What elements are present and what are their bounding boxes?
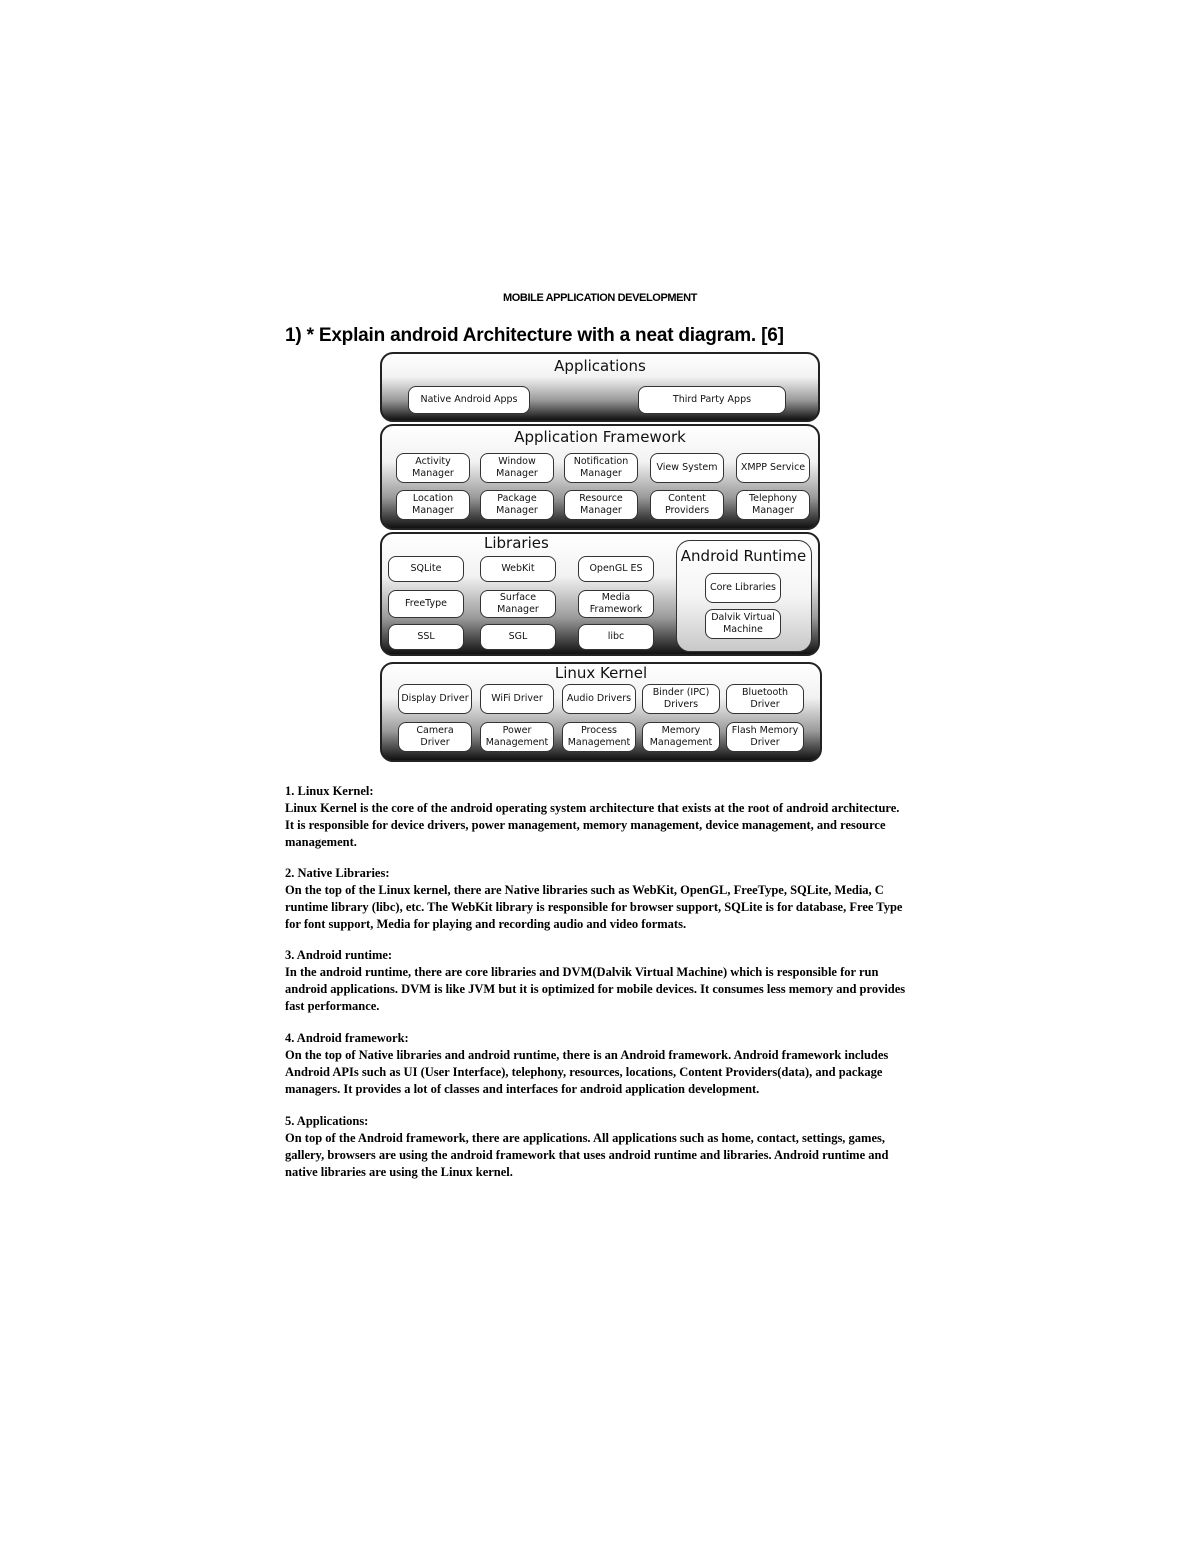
section-body-linux-kernel: Linux Kernel is the core of the android operating system architecture that exists at the root of android architecture. It is responsible for device drivers, power management, memory management, device management, and resource management. [285,801,900,849]
package-manager-box: Package Manager [480,490,554,520]
audio-drivers-box: Audio Drivers [562,684,636,714]
third-party-apps-box: Third Party Apps [638,386,786,414]
telephony-manager-box: Telephony Manager [736,490,810,520]
section-title-linux-kernel: 1. Linux Kernel: [285,784,374,798]
notification-manager-box: Notification Manager [564,453,638,483]
section-title-android-runtime: 3. Android runtime: [285,948,393,962]
view-system-box: View System [650,453,724,483]
memory-management-box: Memory Management [642,722,720,752]
question-heading: 1) * Explain android Architecture with a neat diagram. [6] [285,325,784,346]
activity-manager-box: Activity Manager [396,453,470,483]
linux-kernel-layer [380,662,822,762]
android-runtime-title: Android Runtime [680,547,807,565]
surface-manager-box: Surface Manager [480,590,556,618]
bluetooth-driver-box: Bluetooth Driver [726,684,804,714]
binder-ipc-drivers-box: Binder (IPC) Drivers [642,684,720,714]
power-management-box: Power Management [480,722,554,752]
dalvik-vm-box: Dalvik Virtual Machine [705,609,781,639]
resource-manager-box: Resource Manager [564,490,638,520]
applications-layer [380,352,820,422]
sgl-box: SGL [480,624,556,650]
section-title-native-libraries: 2. Native Libraries: [285,866,390,880]
opengl-es-box: OpenGL ES [578,556,654,582]
sqlite-box: SQLite [388,556,464,582]
display-driver-box: Display Driver [398,684,472,714]
native-android-apps-box: Native Android Apps [408,386,530,414]
freetype-box: FreeType [388,590,464,618]
wifi-driver-box: WiFi Driver [480,684,554,714]
window-manager-box: Window Manager [480,453,554,483]
process-management-box: Process Management [562,722,636,752]
libc-box: libc [578,624,654,650]
linux-kernel-title: Linux Kernel [554,664,648,682]
applications-title: Applications [554,357,646,375]
core-libraries-box: Core Libraries [705,573,781,603]
xmpp-service-box: XMPP Service [736,453,810,483]
libraries-layer [380,532,820,656]
section-body-applications: On top of the Android framework, there are applications. All applications such as home, contact, settings, games, gallery, browsers are using the android framework that uses android runtime and libraries. Android runtime and native libraries are using the Linux kernel. [285,1131,889,1179]
android-runtime-panel [676,540,812,652]
application-framework-layer [380,424,820,530]
section-body-android-runtime: In the android runtime, there are core libraries and DVM(Dalvik Virtual Machine) which is responsible for run android applications. DVM is like JVM but it is optimized for mobile devices. It consumes less memory and provides fast performance. [285,965,906,1013]
flash-memory-driver-box: Flash Memory Driver [726,722,804,752]
webkit-box: WebKit [480,556,556,582]
section-body-android-framework: On the top of Native libraries and android runtime, there is an Android framework. Android framework includes Android APIs such as UI (User Interface), telephony, resources, locations, Content Providers(data), and package managers. It provides a lot of classes and interfaces for android application development. [285,1048,889,1096]
page-header: MOBILE APPLICATION DEVELOPMENT [503,292,697,304]
content-providers-box: Content Providers [650,490,724,520]
section-title-android-framework: 4. Android framework: [285,1031,409,1045]
location-manager-box: Location Manager [396,490,470,520]
ssl-box: SSL [388,624,464,650]
camera-driver-box: Camera Driver [398,722,472,752]
libraries-title: Libraries [484,534,549,552]
application-framework-title: Application Framework [514,428,686,446]
media-framework-box: Media Framework [578,590,654,618]
section-title-applications: 5. Applications: [285,1114,369,1128]
section-body-native-libraries: On the top of the Linux kernel, there are Native libraries such as WebKit, OpenGL, FreeType, SQLite, Media, C runtime library (libc), etc. The WebKit library is responsible for browser support, SQLite is for database, Free Type for font support, Media for playing and recording audio and video formats. [285,883,903,931]
